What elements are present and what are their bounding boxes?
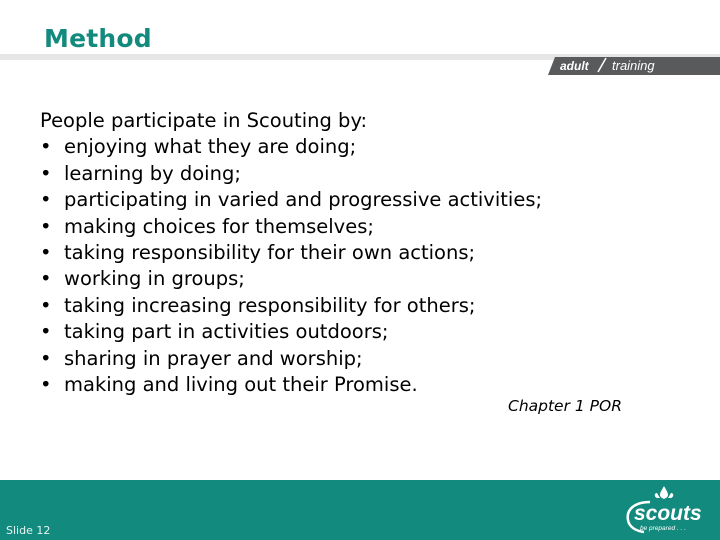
logo-wordmark: scouts [634,502,702,525]
bullet-list [40,134,640,398]
bullet-icon: • [40,188,52,212]
bullet-icon: • [40,161,52,185]
brand-header-bar [0,54,720,76]
intro-text: People participate in Scouting by: [40,109,368,132]
list-item-text: working in groups; [64,267,245,291]
footer-bar [0,480,720,540]
brand-word-training: training [612,58,655,73]
list-item-text: participating in varied and progressive activities; [64,188,543,212]
list-item [40,187,640,213]
scouts-logo [622,484,716,536]
list-item [40,372,640,398]
bullet-icon: • [40,293,52,317]
bullet-icon: • [40,373,52,397]
bullet-icon: • [40,241,52,265]
list-item-text: learning by doing; [64,161,241,185]
bullet-icon: • [40,135,52,159]
list-item-text: taking responsibility for their own actions; [64,241,476,265]
list-item-text: sharing in prayer and worship; [64,346,363,370]
list-item-text: enjoying what they are doing; [64,135,357,159]
bullet-icon: • [40,267,52,291]
source-caption: Chapter 1 POR [508,397,623,415]
list-item-text: taking increasing responsibility for others; [64,293,476,317]
list-item [40,346,640,372]
fleur-de-lis-icon [655,486,674,499]
list-item [40,161,640,187]
list-item-text: taking part in activities outdoors; [64,320,389,344]
bullet-icon: • [40,320,52,344]
list-item [40,134,640,160]
brand-word-adult: adult [560,59,589,73]
list-item [40,319,640,345]
slide-number: Slide 12 [6,524,51,537]
list-item-text: making and living out their Promise. [64,373,418,397]
logo-tagline: be prepared . . . [640,525,686,532]
slide-title: Method [44,24,152,53]
list-item [40,293,640,319]
bullet-icon: • [40,346,52,370]
list-item-text: making choices for themselves; [64,214,374,238]
list-item [40,266,640,292]
slide-body [40,108,640,398]
bullet-icon: • [40,214,52,238]
list-item [40,214,640,240]
list-item [40,240,640,266]
